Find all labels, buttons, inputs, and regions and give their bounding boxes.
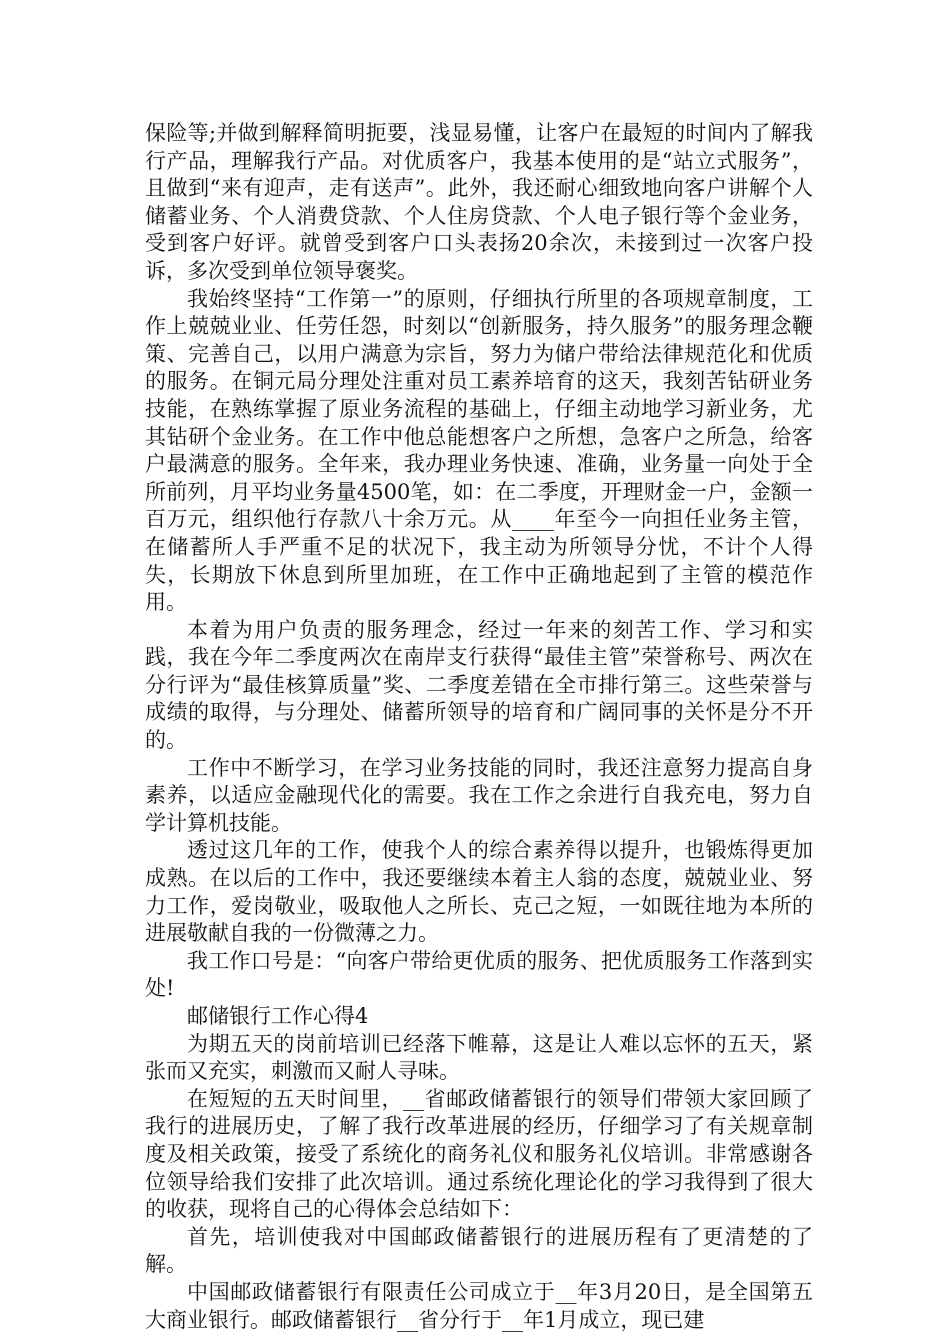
document-page [145, 120, 813, 1334]
paragraph: 为期五天的岗前培训已经落下帷幕，这是让人难以忘怀的五天，紧张而又充实，刺激而又耐人寻味。 [145, 1031, 813, 1084]
paragraph: 首先，培训使我对中国邮政储蓄银行的进展历程有了更清楚的了解。 [145, 1224, 813, 1277]
paragraph: 在短短的五天时间里，__省邮政储蓄银行的领导们带领大家回顾了我行的进展历史，了解了我行改革进展的经历，仔细学习了有关规章制度及相关政策，接受了系统化的商务礼仪和服务礼仪培训。非常感谢各位领导给我们安排了此次培训。通过系统化理论化的学习我得到了很大的收获，现将自己的心得体会总结如下： [145, 1086, 813, 1222]
section-heading: 邮储银行工作心得4 [187, 1004, 369, 1028]
paragraph: 我始终坚持“工作第一”的原则，仔细执行所里的各项规章制度，工作上兢兢业业、任劳任怨，时刻以“创新服务，持久服务”的服务理念鞭策、完善自己，以用户满意为宗旨，努力为储户带给法律规范化和优质的服务。在铜元局分理处注重对员工素养培育的这天，我刻苦钻研业务技能，在熟练掌握了原业务流程的基础上，仔细主动地学习新业务，尤其钻研个金业务。在工作中他总能想客户之所想，急客户之所急，给客户最满意的服务。全年来，我办理业务快速、准确，业务量一向处于全所前列，月平均业务量4500笔，如：在二季度，开理财金一户，金额一百万元，组织他行存款八十余万元。从____年至今一向担任业务主管，在储蓄所人手严重不足的状况下，我主动为所领导分忧，不计个人得失，长期放下休息到所里加班，在工作中正确地起到了主管的模范作用。 [145, 286, 813, 615]
paragraph: 我工作口号是：“向客户带给更优质的服务、把优质服务工作落到实处! [145, 948, 813, 1001]
paragraph: 保险等;并做到解释简明扼要，浅显易懂，让客户在最短的时间内了解我行产品，理解我行产品。对优质客户，我基本使用的是“站立式服务”，且做到“来有迎声，走有送声”。此外，我还耐心细致地向客户讲解个人储蓄业务、个人消费贷款、个人住房贷款、个人电子银行等个金业务，受到客户好评。就曾受到客户口头表扬20余次，未接到过一次客户投诉，多次受到单位领导褒奖。 [145, 121, 813, 283]
paragraph: 工作中不断学习，在学习业务技能的同时，我还注意努力提高自身素养，以适应金融现代化的需要。我在工作之余进行自我充电，努力自学计算机技能。 [145, 755, 813, 835]
paragraph: 透过这几年的工作，使我个人的综合素养得以提升，也锻炼得更加成熟。在以后的工作中，我还要继续本着主人翁的态度，兢兢业业、努力工作，爱岗敬业，吸取他人之所长、克己之短，一如既往地为本所的进展敬献自我的一份微薄之力。 [145, 838, 813, 946]
paragraph: 本着为用户负责的服务理念，经过一年来的刻苦工作、学习和实践，我在今年二季度两次在南岸支行获得“最佳主管”荣誉称号、两次在分行评为“最佳核算质量”奖、二季度差错在全市排行第三。这些荣誉与成绩的取得，与分理处、储蓄所领导的培育和广阔同事的关怀是分不开的。 [145, 617, 813, 753]
paragraph: 中国邮政储蓄银行有限责任公司成立于__年3月20日，是全国第五大商业银行。邮政储蓄银行__省分行于__年1月成立，现已建 [145, 1279, 813, 1332]
